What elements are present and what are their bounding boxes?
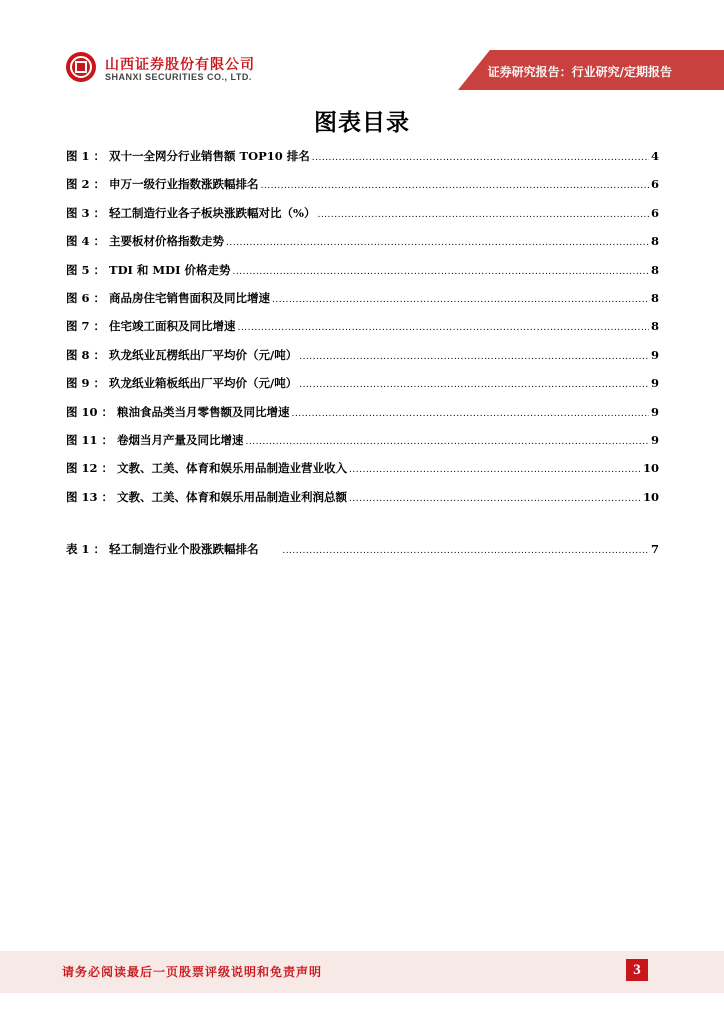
toc-entry-label: 图 9 ： 玖龙纸业箱板纸出厂平均价（元/吨） — [66, 376, 298, 391]
toc-entry-label: 图 3 ： 轻工制造行业各子板块涨跌幅对比（%） — [66, 205, 316, 220]
toc-entry-page: 8 — [650, 290, 659, 305]
toc-leader-dots — [299, 348, 649, 362]
toc-entry-figure-7[interactable] — [66, 318, 659, 346]
toc-leader-dots — [312, 149, 649, 163]
toc-entry-figure-5[interactable] — [66, 262, 659, 290]
toc-entry-figure-6[interactable] — [66, 290, 659, 318]
toc-leader-dots — [238, 319, 649, 333]
toc-entry-label: 图 12 ： 文教、工美、体育和娱乐用品制造业营业收入 — [66, 461, 348, 476]
toc-leader-dots — [317, 206, 649, 220]
toc-entry-figure-3[interactable] — [66, 205, 659, 233]
toc-leader-dots — [226, 234, 649, 248]
toc-entry-page: 9 — [650, 404, 659, 419]
report-type-label: 证券研究报告：行业研究/定期报告 — [487, 65, 672, 79]
toc-leader-dots — [349, 490, 641, 504]
toc-entry-page: 9 — [650, 347, 659, 362]
toc-leader-dots — [349, 461, 641, 475]
toc-entry-page: 4 — [650, 149, 659, 163]
toc-entry-page: 8 — [650, 234, 659, 249]
page-header — [0, 0, 724, 95]
toc-leader-dots — [233, 263, 649, 277]
toc-entry-figure-4[interactable] — [66, 233, 659, 261]
toc-entry-label: 表 1 ： 轻工制造行业个股涨跌幅排名 — [66, 542, 259, 557]
table-of-figures — [66, 148, 659, 569]
toc-entry-figure-13[interactable] — [66, 489, 659, 517]
toc-entry-label: 图 5 ： TDI 和 MDI 价格走势 — [66, 262, 231, 277]
toc-entry-label: 图 13 ： 文教、工美、体育和娱乐用品制造业利润总额 — [66, 489, 348, 504]
toc-leader-dots — [246, 433, 649, 447]
page-number: 3 — [626, 959, 648, 981]
toc-entry-label: 图 4 ： 主要板材价格指数走势 — [66, 234, 225, 249]
toc-entry-page: 10 — [642, 489, 659, 504]
toc-entry-label: 图 11 ： 卷烟当月产量及同比增速 — [66, 432, 244, 447]
toc-entry-page: 7 — [650, 542, 659, 557]
toc-entry-page: 8 — [650, 319, 659, 334]
toc-entry-figure-12[interactable] — [66, 460, 659, 488]
toc-entry-label: 图 6 ： 商品房住宅销售面积及同比增速 — [66, 290, 271, 305]
toc-leader-dots — [261, 177, 649, 191]
toc-entry-figure-8[interactable] — [66, 347, 659, 375]
toc-entry-label: 图 8 ： 玖龙纸业瓦楞纸出厂平均价（元/吨） — [66, 347, 298, 362]
toc-entry-label: 图 7 ： 住宅竣工面积及同比增速 — [66, 319, 236, 334]
toc-entry-page: 8 — [650, 262, 659, 277]
toc-leader-dots — [282, 542, 649, 556]
toc-entry-table-1[interactable] — [66, 541, 659, 569]
toc-entry-figure-10[interactable] — [66, 404, 659, 432]
toc-leader-dots — [299, 376, 649, 390]
toc-leader-dots — [292, 405, 649, 419]
toc-entry-page: 9 — [650, 432, 659, 447]
toc-entry-page: 9 — [650, 376, 659, 391]
toc-leader-dots — [272, 291, 649, 305]
toc-entry-figure-11[interactable] — [66, 432, 659, 460]
company-logo-icon — [66, 52, 96, 82]
toc-entry-figure-1[interactable] — [66, 148, 659, 176]
toc-entry-figure-2[interactable] — [66, 176, 659, 204]
toc-entry-label: 图 1 ： 双十一全网分行业销售额 TOP10 排名 — [66, 149, 310, 163]
toc-entry-label: 图 2 ： 申万一级行业指数涨跌幅排名 — [66, 177, 259, 192]
toc-entry-page: 6 — [650, 177, 659, 192]
page-title: 图表目录 — [314, 110, 410, 136]
toc-entry-page: 6 — [650, 205, 659, 220]
toc-entry-label: 图 10 ： 粮油食品类当月零售额及同比增速 — [66, 404, 290, 419]
company-name-en: SHANXI SECURITIES CO., LTD. — [105, 72, 252, 82]
company-name-cn: 山西证券股份有限公司 — [105, 57, 255, 73]
toc-entry-page: 10 — [642, 461, 659, 476]
toc-entry-figure-9[interactable] — [66, 375, 659, 403]
footer-disclaimer: 请务必阅读最后一页股票评级说明和免责声明 — [62, 965, 323, 979]
